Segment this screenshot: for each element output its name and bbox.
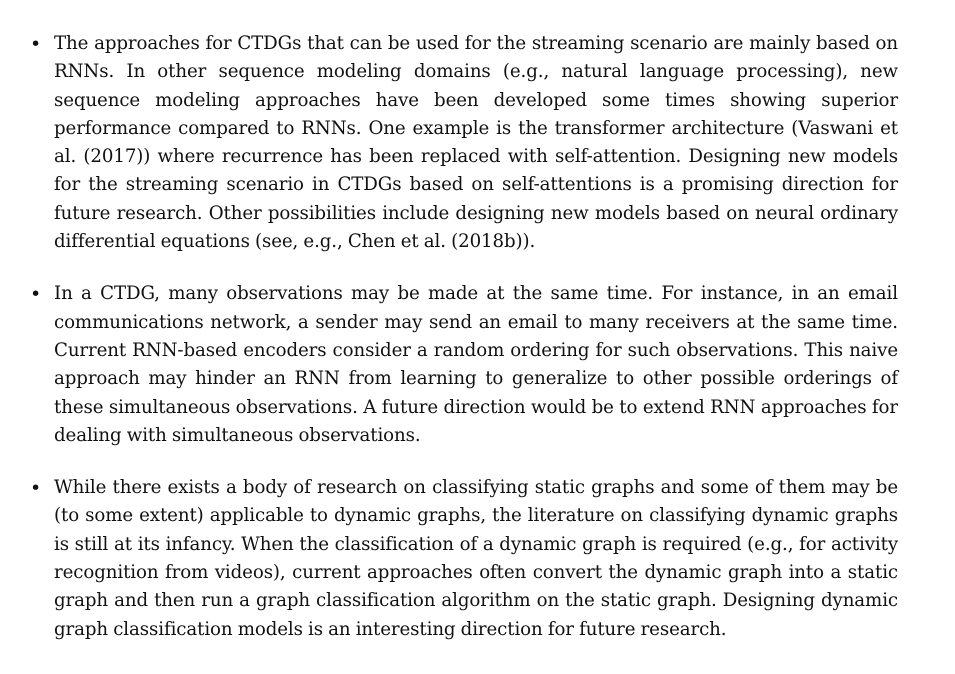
list-item <box>30 30 898 256</box>
future-directions-list <box>30 30 898 644</box>
list-item <box>30 474 898 644</box>
bullet-marker: • <box>30 33 42 55</box>
paragraph: In a CTDG, many observations may be made at the same time. For instance, in an email communications network, a sender may send an email to many receivers at the same time. Current RNN-based encoders consider a random ordering for such observations. This naive approach may hinder an RNN from learning to generalize to other possible orderings of these simultaneous observations. A future direction would be to extend RNN approaches for dealing with simultaneous observations. <box>54 283 898 446</box>
bullet-marker: • <box>30 283 42 306</box>
paragraph: While there exists a body of research on classifying static graphs and some of them may be (to some extent) applicable to dynamic graphs, the literature on classifying dynamic graphs is still at its infancy. When the classification of a dynamic graph is required (e.g., for activity recognition from videos), current approaches often convert the dynamic graph into a static graph and then run a graph classification algorithm on the static graph. Designing dynamic graph classification models is an interesting direction for future research. <box>54 477 898 640</box>
bullet-marker: • <box>30 477 42 500</box>
list-item <box>30 280 898 450</box>
paragraph: The approaches for CTDGs that can be used for the streaming scenario are mainly based on RNNs. In other sequence modeling domains (e.g., natural language processing), new sequence modeling approaches have been developed some times showing superior performance compared to RNNs. One example is the transformer architecture (Vaswani et al. (2017)) where recurrence has been replaced with self-attention. Designing new models for the streaming scenario in CTDGs based on self-attentions is a promising direction for future research. Other possibilities include designing new models based on neural ordinary differential equations (see, e.g., Chen et al. (2018b)). <box>54 33 898 253</box>
